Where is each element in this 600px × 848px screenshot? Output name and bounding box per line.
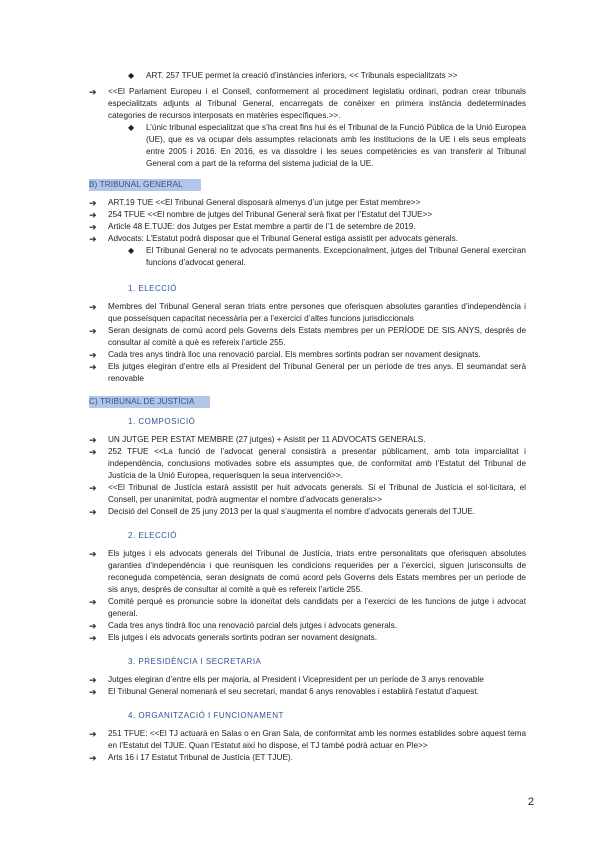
parlament-paragraph: <<El Parlament Europeu i el Consell, conformement al procediment legislatiu ordinari, podran crear tribunals especialitzats adjunts al Tribunal General, encarregats de conèixer en primera instància dedeterminades categories de recursos interposats en matèries específiques.>>.: [108, 87, 526, 120]
art-257-line: ART. 257 TFUE permet la creació d’instàncies inferiors, << Tribunals especialitzats >>: [146, 71, 458, 80]
unic-tribunal-paragraph: L’únic tribunal especialitzat que s’ha creat fins hui és el Tribunal de la Funció Pública de la Unió Europea (UE), que es va ocupar dels assumptes relacionats amb les institucions de la UE i els seus empleats entre 2005 i 2016. En 2016, es va dissoldre i les seues competències es van transferir al Tribunal General com a part de la reforma del sistema judicial de la UE.: [146, 123, 526, 168]
arrow-bullet-icon: ➔: [89, 435, 97, 445]
list-item: Els jutges i els advocats generals del Tribunal de Justícia, triats entre personalitats que oferisquen absolutes garanties d’independència i que reunisquen les condicions requerides per a l’exercici, siguen jurisconsults de reconeguda competència, seran designats de comú acord pels Governs dels Estats membres per un període de sis anys, després de consultar al comitè a què es refereix l’article 255.: [108, 549, 526, 594]
list-item: ART.19 TUE <<El Tribunal General disposarà almenys d’un jutge per Estat membre>>: [108, 198, 421, 207]
advocats-note: El Tribunal General no te advocats permanents. Excepcionalment, jutges del Tribunal General exerciran funcions d’advocat general.: [146, 246, 526, 267]
section-c-eleccio-heading: 2. ELECCIÓ: [128, 531, 178, 540]
list-item: Comitè perquè es pronuncie sobre la idoneïtat dels candidats per a l’exercici de les funcions de jutge i advocat general.: [108, 597, 526, 618]
section-b-eleccio-heading: 1. ELECCIÓ: [128, 284, 178, 293]
composicio-heading: 1. COMPOSICIÓ: [128, 417, 196, 426]
list-item: Els jutges elegiran d’entre ells al President del Tribunal General per un període de tres anys. El seumandat serà renovable: [108, 362, 526, 383]
arrow-bullet-icon: ➔: [89, 483, 97, 493]
arrow-bullet-icon: ➔: [89, 302, 97, 312]
arrow-bullet-icon: ➔: [89, 350, 97, 360]
list-item: Arts 16 i 17 Estatut Tribunal de Justícia (ET TJUE).: [108, 753, 293, 762]
arrow-bullet-icon: ➔: [89, 222, 97, 232]
arrow-bullet-icon: ➔: [89, 447, 97, 457]
arrow-bullet-icon: ➔: [89, 729, 97, 739]
list-item: El Tribunal General nomenarà el seu secretari, mandat 6 anys renovables i establirà l’estatut d’aquest.: [108, 687, 479, 696]
list-item: 254 TFUE <<El nombre de jutges del Tribunal General serà fixat per l’Estatut del TJUE>>: [108, 210, 433, 219]
diamond-bullet-icon: ◆: [128, 246, 135, 255]
organitzacio-heading: 4. ORGANITZACIÓ I FUNCIONAMENT: [128, 711, 284, 720]
list-item: Cada tres anys tindrà lloc una renovació parcial dels jutges i advocats generals.: [108, 621, 397, 630]
list-item: <<El Tribunal de Justícia estarà assistit per huit advocats generals. Si el Tribunal de Justícia el sol·licitara, el Consell, per unanimitat, podrà augmentar el nombre d’advocats generals>>: [108, 483, 526, 504]
arrow-bullet-icon: ➔: [89, 597, 97, 607]
list-item: Article 48 E.TUJE: dos Jutges per Estat membre a partir de l’1 de setembre de 2019.: [108, 222, 416, 231]
list-item: UN JUTGE PER ESTAT MEMBRE (27 jutges) + Asistit per 11 ADVOCATS GENERALS.: [108, 435, 426, 444]
arrow-bullet-icon: ➔: [89, 210, 97, 220]
arrow-bullet-icon: ➔: [89, 549, 97, 559]
list-item: 252 TFUE <<La funció de l’advocat general consistirà a presentar públicament, amb tota imparcialitat i independència, conclusions motivades sobre els assumptes que, de conformitat amb l’Estatut del Tribunal de Justícia de la Unió Europea, requerisquen la seua intervenció>>.: [108, 447, 526, 480]
list-item: Seran designats de comú acord pels Governs dels Estats membres per un PERÍODE DE SIS ANYS, després de consultar al comitè a què es refereix l’article 255.: [108, 326, 526, 347]
arrow-bullet-icon: ➔: [89, 507, 97, 517]
section-c-heading: C) TRIBUNAL DE JUSTÍCIA: [89, 397, 195, 406]
list-item: Els jutges i els advocats generals sortints podran ser novament designats.: [108, 633, 377, 642]
arrow-bullet-icon: ➔: [89, 362, 97, 372]
list-item: Advocats: L’Estatut podrà disposar que el Tribunal General estiga assistit per advocats generals.: [108, 234, 458, 243]
diamond-bullet-icon: ◆: [128, 71, 135, 80]
arrow-bullet-icon: ➔: [89, 87, 97, 97]
list-item: Decisió del Consell de 25 juny 2013 per la qual s’augmenta el nombre d’advocats generals del TJUE.: [108, 507, 476, 516]
arrow-bullet-icon: ➔: [89, 621, 97, 631]
list-item: Membres del Tribunal General seran triats entre persones que oferisquen absolutes garanties d’independència i que posseïsquen capacitat necessària per a l’exercici d’altes funcions jurisdiccionals: [108, 302, 526, 323]
arrow-bullet-icon: ➔: [89, 633, 97, 643]
list-item: Cada tres anys tindrà lloc una renovació parcial. Els membres sortints podran ser novament designats.: [108, 350, 481, 359]
arrow-bullet-icon: ➔: [89, 753, 97, 763]
arrow-bullet-icon: ➔: [89, 675, 97, 685]
list-item: Jutges elegiran d’entre ells per majoria, al President i Vicepresident per un període de 3 anys renovable: [108, 675, 484, 684]
section-b-heading: B) TRIBUNAL GENERAL: [89, 180, 183, 189]
page-number: 2: [527, 796, 534, 808]
arrow-bullet-icon: ➔: [89, 198, 97, 208]
arrow-bullet-icon: ➔: [89, 326, 97, 336]
diamond-bullet-icon: ◆: [128, 123, 135, 132]
presidencia-heading: 3. PRESIDÈNCIA I SECRETARIA: [128, 657, 262, 666]
arrow-bullet-icon: ➔: [89, 234, 97, 244]
list-item: 251 TFUE: <<El TJ actuarà en Salas o en Gran Sala, de conformitat amb les normes establides sobre aquest tema en l’Estatut del TJUE. Quan l’Estatut així ho dispose, el TJ també podrà actuar en Ple>>: [108, 729, 526, 750]
arrow-bullet-icon: ➔: [89, 687, 97, 697]
